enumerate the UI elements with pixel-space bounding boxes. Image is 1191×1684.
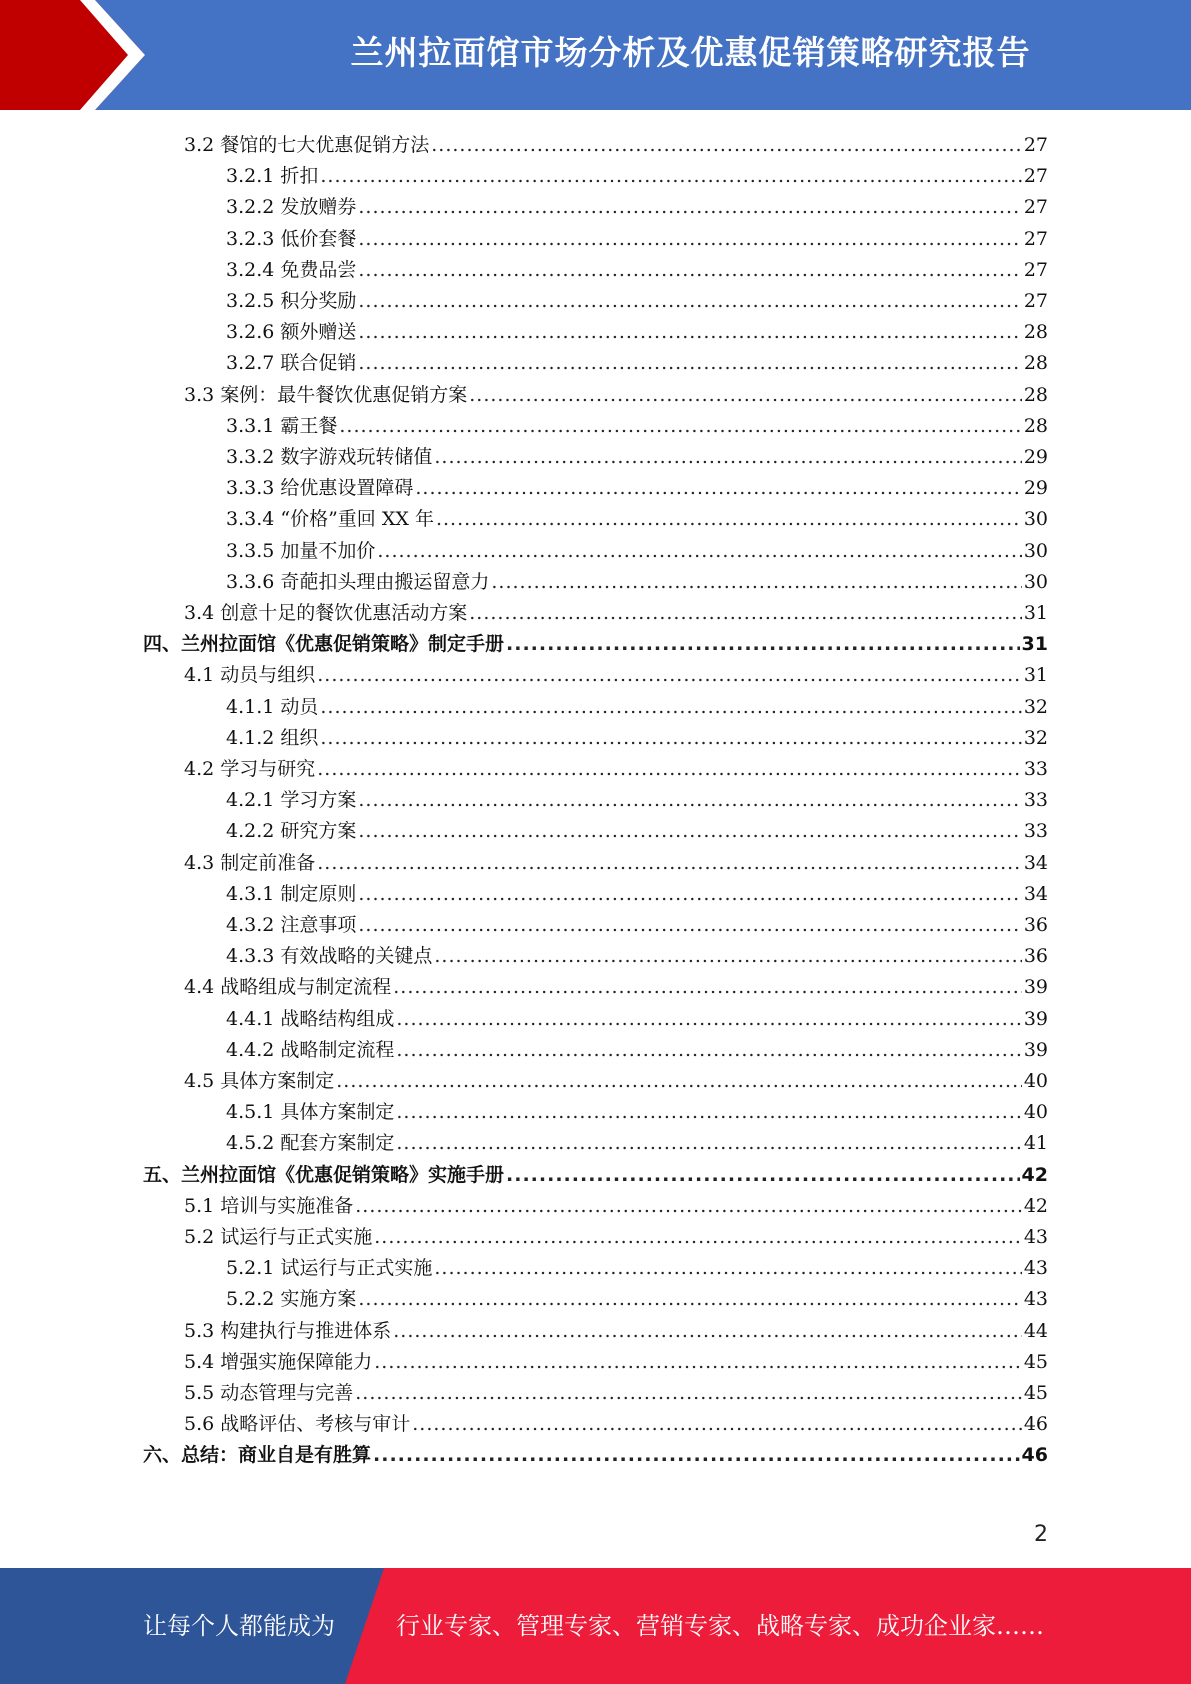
toc-entry[interactable] xyxy=(226,688,1048,719)
toc-entry-label: 4.4 战略组成与制定流程 xyxy=(184,976,392,999)
toc-entry[interactable] xyxy=(226,781,1048,812)
toc-leader-dots xyxy=(320,164,1021,188)
toc-entry-page: 33 xyxy=(1023,789,1048,812)
toc-entry-page: 30 xyxy=(1023,570,1048,593)
toc-entry[interactable] xyxy=(226,1280,1048,1311)
toc-entry-label: 3.2.6 额外赠送 xyxy=(226,321,357,344)
toc-entry-page: 39 xyxy=(1023,976,1048,999)
toc-entry-page: 42 xyxy=(1023,1194,1048,1217)
toc-entry-page: 32 xyxy=(1023,726,1048,749)
toc-leader-dots xyxy=(412,1412,1022,1436)
toc-entry[interactable] xyxy=(226,438,1048,469)
toc-entry[interactable] xyxy=(184,1062,1048,1093)
toc-leader-dots xyxy=(396,1038,1021,1062)
toc-entry[interactable] xyxy=(226,1000,1048,1031)
toc-leader-dots xyxy=(358,1287,1021,1311)
toc-leader-dots xyxy=(374,1225,1022,1249)
toc-leader-dots xyxy=(393,1319,1022,1343)
toc-entry-label: 3.3.6 奇葩扣头理由搬运留意力 xyxy=(226,570,490,593)
toc-entry[interactable] xyxy=(184,376,1048,407)
toc-entry-page: 40 xyxy=(1023,1101,1048,1124)
toc-leader-dots xyxy=(358,351,1021,375)
toc-entry-label: 3.2.4 免费品尝 xyxy=(226,258,357,281)
toc-entry-page: 36 xyxy=(1023,945,1048,968)
toc-leader-dots xyxy=(355,1194,1022,1218)
toc-entry[interactable] xyxy=(184,1374,1048,1405)
toc-entry-label: 3.3.4 “价格”重回 XX 年 xyxy=(226,508,434,531)
toc-leader-dots xyxy=(358,788,1021,812)
toc-entry-page: 29 xyxy=(1023,446,1048,468)
toc-entry[interactable] xyxy=(226,1124,1048,1155)
toc-entry-page: 31 xyxy=(1023,602,1048,624)
toc-entry-label: 4.3.3 有效战略的关键点 xyxy=(226,945,433,968)
toc-entry-label: 5.5 动态管理与完善 xyxy=(184,1382,354,1404)
toc-entry[interactable] xyxy=(226,157,1048,188)
toc-leader-dots xyxy=(377,539,1021,563)
toc-entry-label: 4.3.2 注意事项 xyxy=(226,914,357,936)
toc-leader-dots xyxy=(396,1131,1021,1155)
toc-entry-label: 4.1.2 组织 xyxy=(226,726,319,749)
page-header xyxy=(0,0,1191,110)
toc-leader-dots xyxy=(358,819,1021,843)
page-number: 2 xyxy=(1034,1522,1048,1547)
toc-entry-label: 5.3 构建执行与推进体系 xyxy=(184,1319,392,1342)
toc-entry-page: 43 xyxy=(1023,1257,1048,1280)
toc-leader-dots xyxy=(358,227,1021,251)
toc-entry[interactable] xyxy=(226,563,1048,594)
toc-entry-page: 43 xyxy=(1023,1226,1048,1248)
toc-entry[interactable] xyxy=(226,188,1048,219)
toc-leader-dots xyxy=(373,1443,1020,1467)
toc-entry[interactable] xyxy=(226,1093,1048,1124)
toc-leader-dots xyxy=(469,601,1022,625)
toc-entry[interactable] xyxy=(184,968,1048,999)
toc-entry-page: 30 xyxy=(1023,539,1048,562)
toc-leader-dots xyxy=(358,320,1021,344)
toc-entry-label: 4.5 具体方案制定 xyxy=(184,1070,335,1092)
toc-leader-dots xyxy=(320,726,1021,750)
toc-entry[interactable] xyxy=(226,469,1048,500)
toc-entry-page: 27 xyxy=(1023,290,1048,312)
toc-leader-dots xyxy=(491,570,1021,594)
toc-entry-label: 4.2.1 学习方案 xyxy=(226,789,357,812)
toc-entry-page: 36 xyxy=(1023,914,1048,936)
header-arrow-decoration xyxy=(0,0,200,110)
toc-leader-dots xyxy=(374,1350,1022,1374)
toc-entry-page: 45 xyxy=(1023,1350,1048,1373)
toc-leader-dots xyxy=(436,507,1022,531)
toc-entry[interactable] xyxy=(184,750,1048,781)
toc-leader-dots xyxy=(415,476,1021,500)
toc-leader-dots xyxy=(317,851,1022,875)
toc-entry-label: 六、总结：商业自是有胜算 xyxy=(143,1444,372,1467)
toc-entry-label: 3.2.1 折扣 xyxy=(226,165,319,188)
toc-entry-label: 5.1 培训与实施准备 xyxy=(184,1194,354,1217)
toc-entry-page: 27 xyxy=(1023,134,1048,156)
toc-entry-page: 41 xyxy=(1023,1132,1048,1155)
toc-entry-page: 40 xyxy=(1023,1070,1048,1092)
toc-entry[interactable] xyxy=(226,220,1048,251)
toc-entry[interactable] xyxy=(226,500,1048,531)
toc-entry-page: 31 xyxy=(1023,664,1048,687)
toc-entry[interactable] xyxy=(226,532,1048,563)
toc-leader-dots xyxy=(320,695,1021,719)
toc-leader-dots xyxy=(355,1381,1022,1405)
toc-entry-label: 5.2 试运行与正式实施 xyxy=(184,1226,373,1248)
toc-leader-dots xyxy=(358,913,1021,937)
toc-entry[interactable] xyxy=(184,1218,1048,1249)
toc-entry-label: 4.5.2 配套方案制定 xyxy=(226,1132,395,1155)
toc-entry[interactable] xyxy=(184,1312,1048,1343)
toc-entry[interactable] xyxy=(143,1436,1048,1467)
toc-entry-page: 31 xyxy=(1021,633,1048,656)
toc-entry-page: 28 xyxy=(1023,383,1048,406)
toc-entry-label: 五、兰州拉面馆《优惠促销策略》实施手册 xyxy=(143,1163,505,1186)
toc-entry-page: 39 xyxy=(1023,1007,1048,1030)
toc-entry[interactable] xyxy=(184,1343,1048,1374)
toc-entry-label: 5.4 增强实施保障能力 xyxy=(184,1350,373,1373)
toc-leader-dots xyxy=(358,289,1021,313)
toc-entry-page: 28 xyxy=(1023,321,1048,344)
toc-entry-label: 4.3.1 制定原则 xyxy=(226,882,357,905)
toc-leader-dots xyxy=(358,258,1021,282)
toc-entry[interactable] xyxy=(226,812,1048,843)
toc-entry[interactable] xyxy=(184,1187,1048,1218)
toc-entry-label: 5.2.2 实施方案 xyxy=(226,1288,357,1311)
toc-leader-dots xyxy=(317,663,1022,687)
toc-entry[interactable] xyxy=(184,594,1048,625)
toc-entry-page: 27 xyxy=(1023,196,1048,219)
toc-entry[interactable] xyxy=(226,1031,1048,1062)
toc-entry[interactable] xyxy=(226,313,1048,344)
toc-entry-label: 4.4.1 战略结构组成 xyxy=(226,1007,395,1030)
toc-entry-label: 4.2.2 研究方案 xyxy=(226,820,357,843)
toc-entry-label: 5.6 战略评估、考核与审计 xyxy=(184,1413,411,1436)
toc-entry-label: 3.3.2 数字游戏玩转储值 xyxy=(226,446,433,468)
toc-leader-dots xyxy=(434,445,1021,469)
toc-entry-page: 44 xyxy=(1023,1319,1048,1342)
toc-entry-label: 3.2.5 积分奖励 xyxy=(226,290,357,312)
toc-entry[interactable] xyxy=(226,344,1048,375)
toc-entry-label: 3.3 案例：最牛餐饮优惠促销方案 xyxy=(184,383,468,406)
toc-leader-dots xyxy=(469,383,1022,407)
toc-entry-page: 27 xyxy=(1023,258,1048,281)
toc-entry[interactable] xyxy=(143,625,1048,656)
toc-entry-label: 3.2.2 发放赠券 xyxy=(226,196,357,219)
toc-entry-page: 32 xyxy=(1023,695,1048,718)
toc-entry-page: 28 xyxy=(1023,414,1048,437)
toc-leader-dots xyxy=(506,632,1020,656)
toc-entry-label: 4.1 动员与组织 xyxy=(184,664,316,687)
toc-entry-label: 5.2.1 试运行与正式实施 xyxy=(226,1257,433,1280)
toc-entry[interactable] xyxy=(226,906,1048,937)
toc-entry[interactable] xyxy=(226,251,1048,282)
footer-slogan-right: 行业专家、管理专家、营销专家、战略专家、成功企业家…… xyxy=(396,1612,1044,1640)
toc-leader-dots xyxy=(396,1007,1021,1031)
toc-entry-page: 33 xyxy=(1023,758,1048,780)
toc-leader-dots xyxy=(434,1256,1021,1280)
toc-entry-page: 46 xyxy=(1023,1413,1048,1436)
toc-entry-label: 3.3.3 给优惠设置障碍 xyxy=(226,477,414,500)
toc-entry-page: 45 xyxy=(1023,1382,1048,1404)
toc-leader-dots xyxy=(358,882,1021,906)
toc-entry-page: 46 xyxy=(1021,1444,1048,1467)
toc-entry-label: 3.3.5 加量不加价 xyxy=(226,539,376,562)
toc-entry-page: 30 xyxy=(1023,508,1048,531)
toc-entry-page: 34 xyxy=(1023,882,1048,905)
toc-entry-page: 27 xyxy=(1023,227,1048,250)
toc-entry-label: 3.2.7 联合促销 xyxy=(226,352,357,375)
toc-entry-label: 3.2 餐馆的七大优惠促销方法 xyxy=(184,134,430,156)
page-footer xyxy=(0,1568,1191,1684)
toc-entry-label: 3.3.1 霸王餐 xyxy=(226,414,338,437)
toc-entry-page: 29 xyxy=(1023,477,1048,500)
toc-entry-label: 4.4.2 战略制定流程 xyxy=(226,1038,395,1061)
toc-leader-dots xyxy=(431,133,1022,157)
toc-entry[interactable] xyxy=(226,937,1048,968)
toc-entry-label: 4.2 学习与研究 xyxy=(184,758,316,780)
toc-entry-page: 43 xyxy=(1023,1288,1048,1311)
toc-entry[interactable] xyxy=(184,126,1048,157)
toc-leader-dots xyxy=(317,757,1022,781)
toc-entry-page: 34 xyxy=(1023,851,1048,874)
toc-entry-page: 39 xyxy=(1023,1038,1048,1061)
toc-leader-dots xyxy=(336,1069,1022,1093)
footer-slogan-left: 让每个人都能成为 xyxy=(143,1612,335,1640)
toc-entry-page: 27 xyxy=(1023,165,1048,188)
toc-entry-label: 4.5.1 具体方案制定 xyxy=(226,1101,395,1124)
document-title: 兰州拉面馆市场分析及优惠促销策略研究报告 xyxy=(350,33,1031,72)
toc-entry-label: 3.2.3 低价套餐 xyxy=(226,227,357,250)
toc-entry[interactable] xyxy=(143,1156,1048,1187)
toc-leader-dots xyxy=(434,944,1021,968)
toc-entry-label: 4.3 制定前准备 xyxy=(184,851,316,874)
toc-entry-page: 33 xyxy=(1023,820,1048,843)
toc-entry[interactable] xyxy=(226,1249,1048,1280)
toc-entry[interactable] xyxy=(226,719,1048,750)
toc-leader-dots xyxy=(339,414,1021,438)
toc-entry-page: 42 xyxy=(1021,1163,1048,1186)
toc-entry-page: 28 xyxy=(1023,352,1048,375)
toc-entry-label: 4.1.1 动员 xyxy=(226,695,319,718)
toc-entry[interactable] xyxy=(184,1405,1048,1436)
toc-entry[interactable] xyxy=(226,282,1048,313)
toc-entry[interactable] xyxy=(226,407,1048,438)
toc-entry[interactable] xyxy=(226,875,1048,906)
toc-entry[interactable] xyxy=(184,656,1048,687)
toc-leader-dots xyxy=(396,1100,1021,1124)
toc-entry-label: 3.4 创意十足的餐饮优惠活动方案 xyxy=(184,602,468,624)
toc-leader-dots xyxy=(506,1163,1020,1187)
toc-entry[interactable] xyxy=(184,844,1048,875)
toc-entry-label: 四、兰州拉面馆《优惠促销策略》制定手册 xyxy=(143,633,505,656)
toc-leader-dots xyxy=(393,975,1022,999)
toc-leader-dots xyxy=(358,195,1021,219)
